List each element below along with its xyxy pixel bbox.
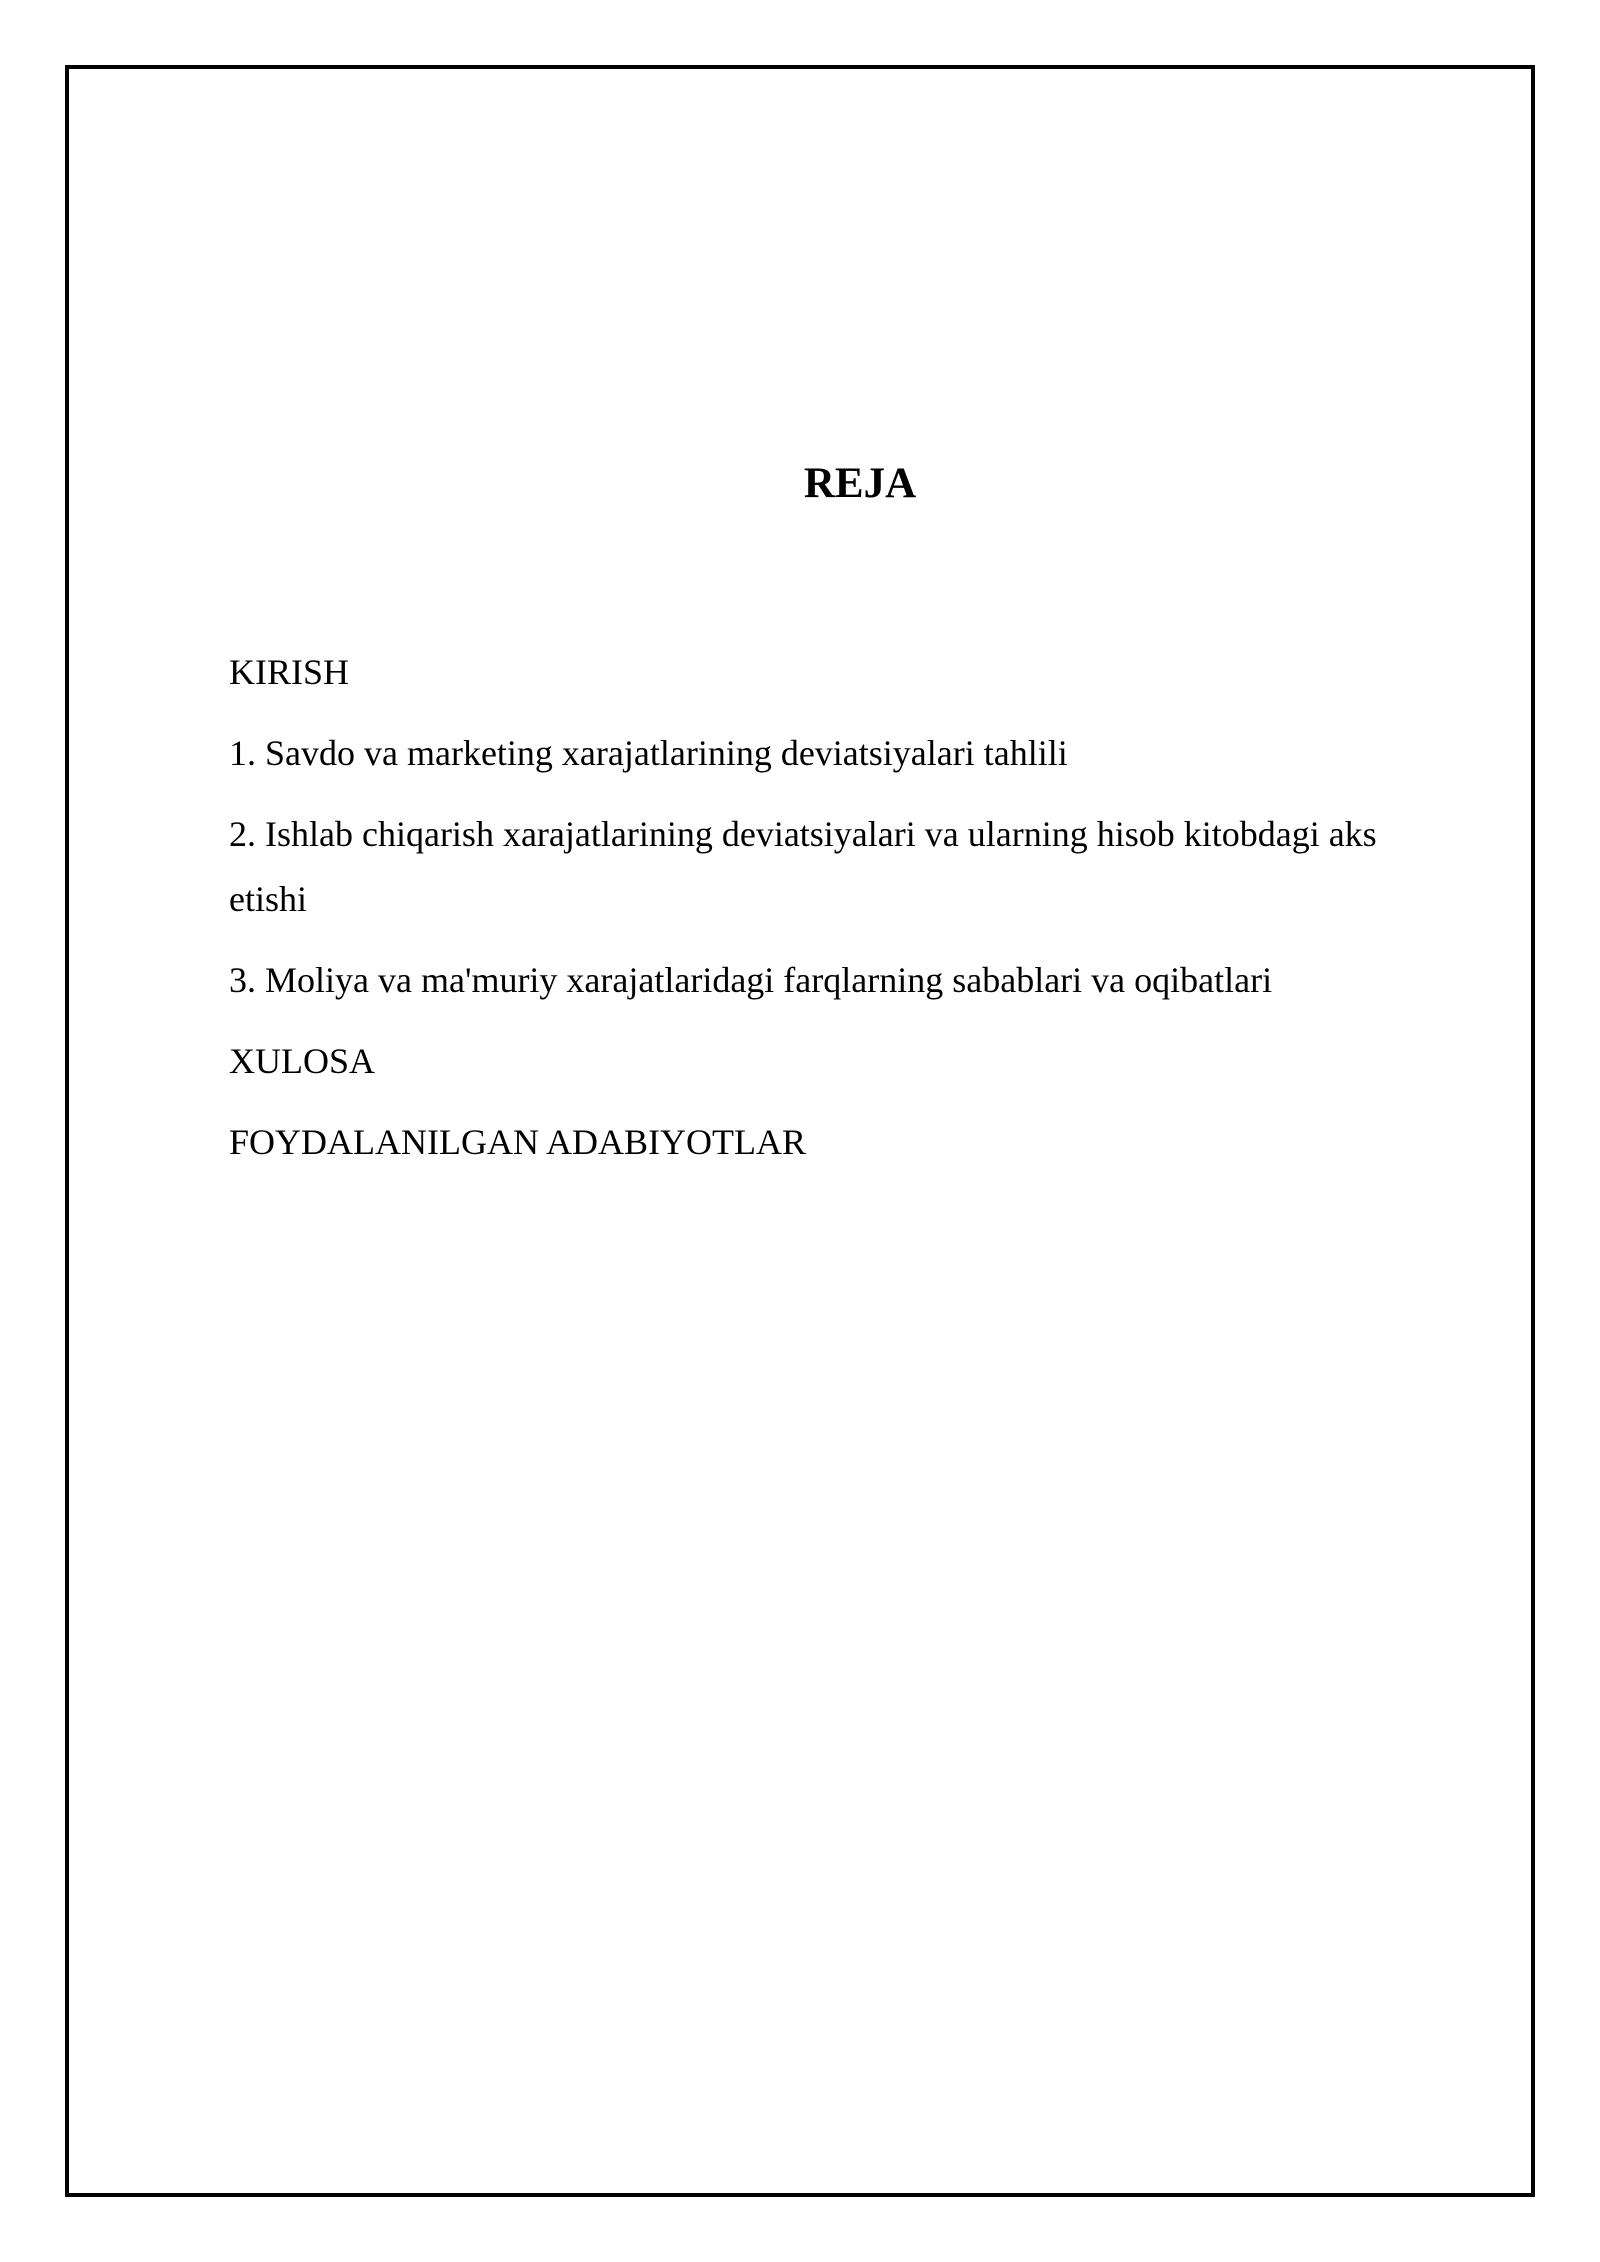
toc-item-introduction: KIRISH	[229, 652, 350, 692]
toc-item-chapter-1: 1. Savdo va marketing xarajatlarining deviatsiyalari tahlili	[229, 733, 1068, 773]
toc-item-references: FOYDALANILGAN ADABIYOTLAR	[229, 1122, 806, 1162]
toc-item-conclusion: XULOSA	[229, 1041, 376, 1081]
toc-item-chapter-2: 2. Ishlab chiqarish xarajatlarining deviatsiyalari va ularning hisob kitobdagi aks etishi	[229, 814, 1377, 919]
table-of-contents	[229, 640, 1449, 1191]
toc-item-chapter-3: 3. Moliya va ma'muriy xarajatlaridagi farqlarning sabablari va oqibatlari	[229, 960, 1273, 1000]
page-title: REJA	[803, 460, 917, 507]
